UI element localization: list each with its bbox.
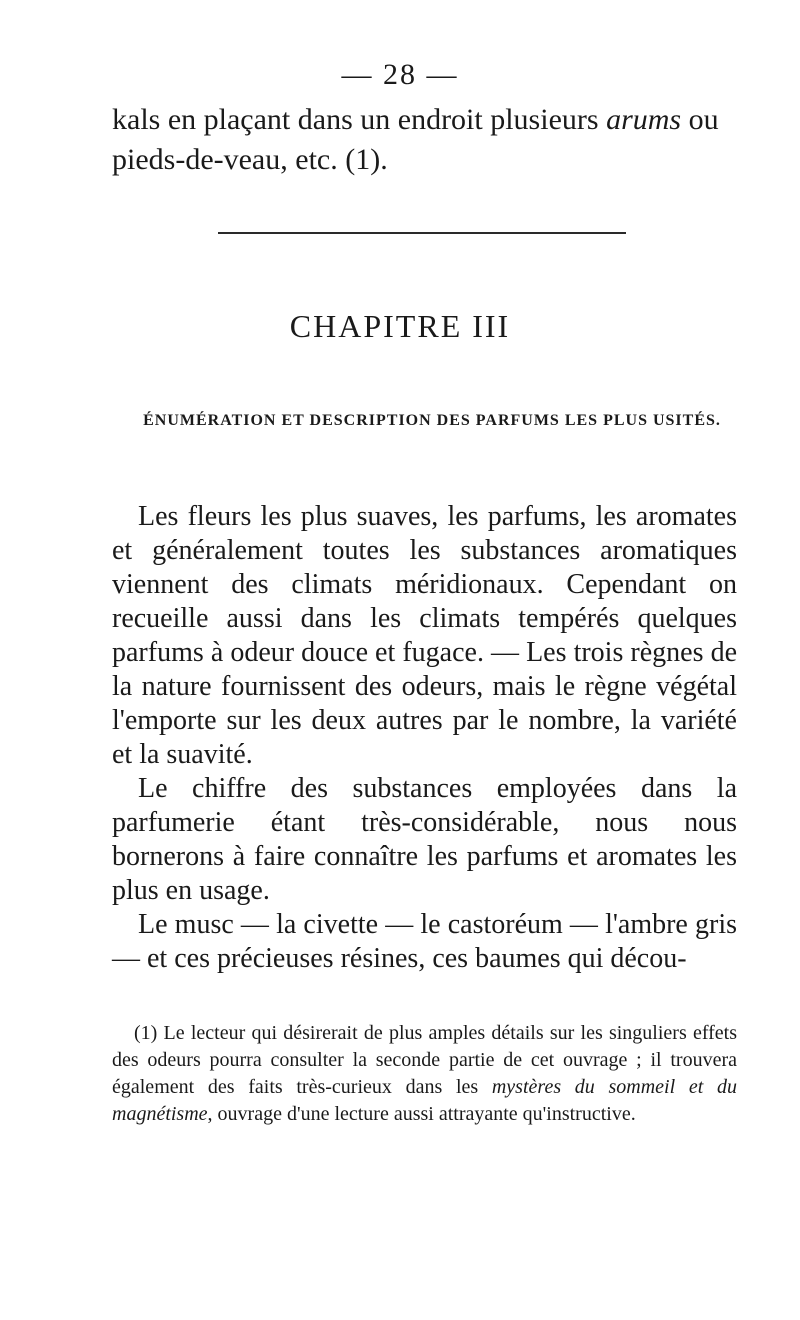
intro-text-end: ou pieds-de-veau, etc. (1). [112,103,719,176]
footnote-text-start: (1) Le lecteur qui désirerait de plus amples détails sur les singuliers effets des odeurs pourra consulter la seconde partie de cet ouvrage ; il trouvera également des faits très-curieux dans les [112,1022,737,1098]
footnote-text-end: , ouvrage d'une lecture aussi attrayante qu'instructive. [207,1103,636,1125]
intro-text-start: kals en plaçant dans un endroit plusieurs [112,103,607,136]
body-paragraph-3: Le musc — la civette — le castoréum — l'ambre gris — et ces précieuses résines, ces baumes qui décou- [112,909,737,974]
chapter-title: CHAPITRE III [289,308,511,344]
chapter-body [112,500,737,976]
intro-italic-term: arums [606,103,682,136]
body-paragraph-1: Les fleurs les plus suaves, les parfums, les aromates et généralement toutes les substances aromatiques viennent des climats méridionaux. Cependant on recueille aussi dans les climats tempérés quelques parfums à odeur douce et fugace. — Les trois règnes de la nature fournissent des odeurs, mais le règne végétal l'emporte sur les deux autres par le nombre, la variété et la suavité. [112,501,737,770]
chapter-subtitle: ÉNUMÉRATION ET DESCRIPTION DES PARFUMS LES PLUS USITÉS. [143,412,721,429]
footnote [112,1020,737,1128]
body-paragraph-2: Le chiffre des substances employées dans la parfumerie étant très-considérable, nous nous bornerons à faire connaître les parfums et aromates les plus en usage. [112,773,737,906]
footnote-italic-title: mystères du sommeil et du magnétisme [112,1076,737,1125]
footnote-paragraph [112,1020,737,1128]
intro-paragraph [112,100,752,180]
page-number: — 28 — [341,58,459,91]
section-divider [218,232,626,234]
